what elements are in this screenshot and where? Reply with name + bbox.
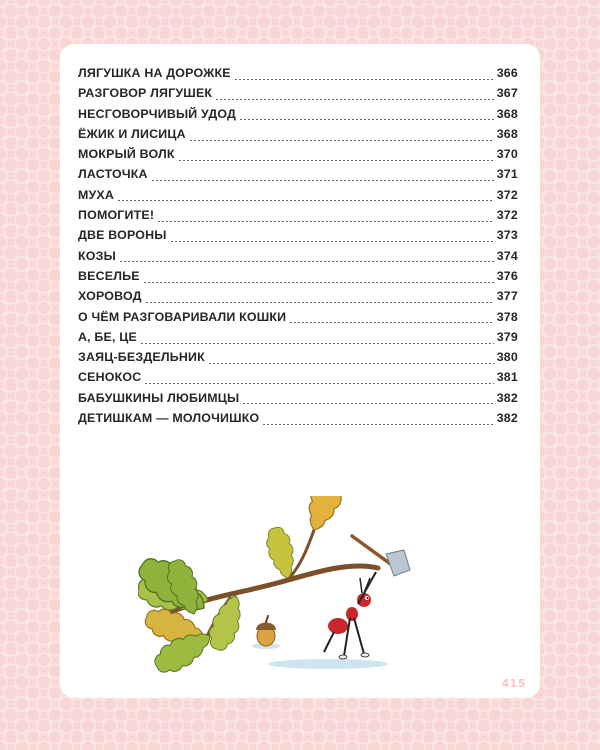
dot-leader [242,403,493,404]
toc-title: ЛАСТОЧКА [78,167,148,182]
toc-title: ЛЯГУШКА НА ДОРОЖКЕ [78,66,231,80]
dot-leader [143,282,494,283]
page-number: 415 [501,677,526,690]
toc-row[interactable] [78,147,518,167]
toc-row[interactable] [78,269,518,289]
toc-title: НЕСГОВОРЧИВЫЙ УДОД [78,106,237,121]
dot-leader [189,140,494,141]
dot-leader [144,383,493,384]
toc-title: О ЧЁМ РАЗГОВАРИВАЛИ КОШКИ [78,309,287,324]
toc-row[interactable] [78,330,518,350]
toc-title: РАЗГОВОР ЛЯГУШЕК [78,86,213,101]
table-of-contents [78,66,518,431]
toc-title: ХОРОВОД [78,289,142,304]
toc-title: БАБУШКИНЫ ЛЮБИМЦЫ [78,390,240,405]
book-page [60,44,540,698]
dot-leader [170,241,494,242]
toc-page-number: 372 [496,208,518,223]
toc-page-number: 370 [496,147,518,162]
dot-leader [289,322,493,323]
toc-title: ЁЖИК И ЛИСИЦА [78,126,186,141]
toc-row[interactable] [78,370,518,390]
toc-row[interactable] [78,107,518,127]
oak-branch-illustration [138,496,438,686]
toc-row[interactable] [78,86,518,106]
oak-branch-icon [138,496,378,679]
toc-page-number: 366 [496,66,518,80]
toc-title: КОЗЫ [78,248,116,263]
toc-page-number: 368 [496,106,518,121]
dot-leader [234,79,494,80]
toc-row[interactable] [78,66,518,86]
toc-row[interactable] [78,310,518,330]
ground-shadow [268,659,388,669]
dot-leader [262,424,493,425]
toc-row[interactable] [78,411,518,431]
dot-leader [178,160,494,161]
toc-title: ДЕТИШКАМ — МОЛОЧИШКО [78,411,260,426]
toc-title: ЗАЯЦ-БЕЗДЕЛЬНИК [78,350,205,365]
toc-page-number: 381 [496,370,518,385]
toc-page-number: 377 [496,289,518,304]
toc-page-number: 373 [496,228,518,243]
dot-leader [215,99,494,100]
toc-page-number: 374 [496,248,518,263]
dot-leader [208,363,494,364]
toc-page-number: 380 [496,350,518,365]
acorn-icon [256,616,276,646]
ant-icon [324,572,376,659]
toc-page-number: 371 [496,167,518,182]
dot-leader [119,261,494,262]
toc-page-number: 379 [496,329,518,344]
toc-row[interactable] [78,350,518,370]
toc-page-number: 372 [496,187,518,202]
dot-leader [117,200,494,201]
dot-leader [145,302,494,303]
toc-row[interactable] [78,188,518,208]
axe-icon [352,536,410,576]
toc-title: ПОМОГИТЕ! [78,208,155,223]
toc-page-number: 367 [496,86,518,101]
toc-title: ДВЕ ВОРОНЫ [78,228,167,243]
toc-row[interactable] [78,228,518,248]
toc-row[interactable] [78,289,518,309]
toc-page-number: 368 [496,126,518,141]
toc-row[interactable] [78,127,518,147]
toc-title: ВЕСЕЛЬЕ [78,268,140,283]
toc-title: СЕНОКОС [78,370,142,385]
toc-title: МУХА [78,187,115,202]
toc-row[interactable] [78,249,518,269]
toc-page-number: 378 [496,309,518,324]
toc-row[interactable] [78,208,518,228]
dot-leader [239,119,494,120]
toc-page-number: 382 [496,411,518,426]
dot-leader [157,221,494,222]
toc-title: МОКРЫЙ ВОЛК [78,147,175,162]
toc-page-number: 382 [496,390,518,405]
dot-leader [151,180,494,181]
toc-page-number: 376 [496,268,518,283]
toc-title: А, БЕ, ЦЕ [78,329,138,344]
toc-row[interactable] [78,167,518,187]
toc-row[interactable] [78,391,518,411]
dot-leader [140,343,494,344]
